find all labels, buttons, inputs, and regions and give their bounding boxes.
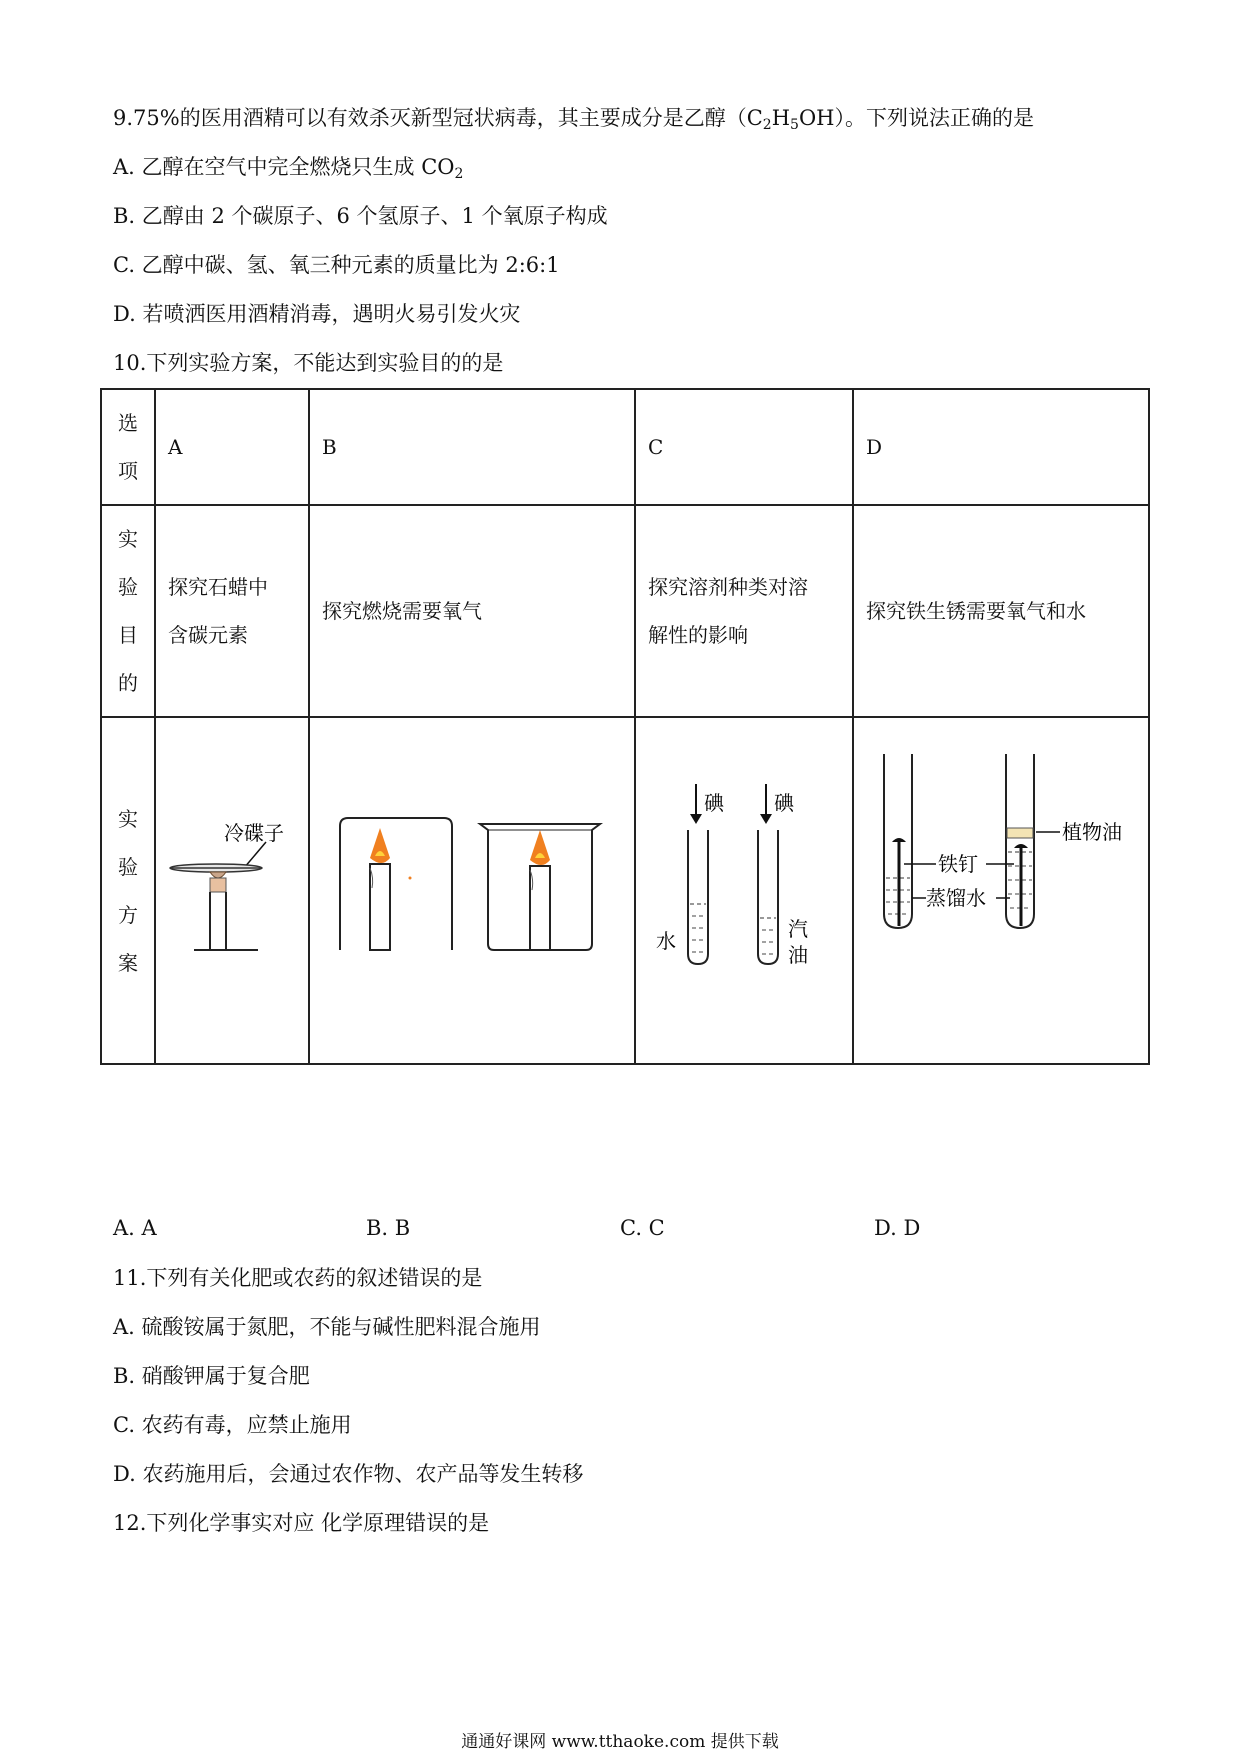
distilled-water-label: 蒸馏水 — [926, 886, 986, 910]
question-9-option-a — [113, 153, 463, 181]
candle-right — [530, 866, 550, 950]
purpose-a-line1: 探究石蜡中 — [168, 575, 268, 599]
label-char: 验 — [118, 854, 138, 879]
q9-stem-sub1: 2 — [762, 117, 772, 133]
nail-label: 铁钉 — [938, 852, 978, 876]
flame-left — [370, 828, 390, 863]
question-12-stem: 12.下列化学事实对应 化学原理错误的是 — [113, 1511, 490, 1535]
question-11-option-c: C. 农药有毒，应禁止施用 — [113, 1413, 352, 1437]
q9-option-a-text: A. 乙醇在空气中完全燃烧只生成 CO — [113, 155, 455, 179]
scheme-d — [853, 717, 1149, 1064]
option-b-header: B — [309, 389, 635, 505]
purpose-a — [155, 505, 309, 717]
gasoline-label-1: 汽 — [788, 917, 808, 941]
figure-cold-dish-candle — [156, 718, 308, 1058]
q9-stem-sub2: 5 — [790, 117, 799, 133]
scheme-c — [635, 717, 853, 1064]
label-char: 选 — [118, 411, 138, 435]
purpose-d — [853, 505, 1149, 717]
answer-c: C. C — [620, 1216, 665, 1240]
figure-two-candles — [310, 718, 634, 1058]
candle-top — [210, 878, 226, 892]
purpose-d-line1: 探究铁生锈需要氧气和水 — [866, 599, 1086, 623]
table-row-options — [101, 389, 1149, 505]
water-label: 水 — [656, 929, 676, 953]
cold-dish-label: 冷碟子 — [224, 821, 284, 845]
label-char: 案 — [118, 950, 138, 975]
row-label-scheme — [101, 717, 155, 1064]
flame-right — [530, 830, 550, 865]
purpose-c-line2: 解性的影响 — [648, 623, 748, 647]
option-d-header: D — [853, 389, 1149, 505]
purpose-a-line2: 含碳元素 — [168, 623, 248, 647]
table-row-scheme — [101, 717, 1149, 1064]
purpose-b-line1: 探究燃烧需要氧气 — [322, 599, 482, 623]
figure-iodine-solvents — [636, 718, 852, 1058]
answer-d: D. D — [874, 1216, 921, 1240]
figure-iron-rusting — [854, 718, 1148, 1058]
question-9-option-b: B. 乙醇由 2 个碳原子、6 个氢原子、1 个氧原子构成 — [113, 204, 608, 228]
question-11-option-a: A. 硫酸铵属于氮肥，不能与碱性肥料混合施用 — [113, 1315, 541, 1339]
question-11-stem: 11.下列有关化肥或农药的叙述错误的是 — [113, 1266, 483, 1290]
page-footer: 通通好课网 www.tthaoke.com 提供下载 — [461, 1732, 779, 1752]
flame-soot — [210, 872, 226, 878]
option-a-header: A — [155, 389, 309, 505]
iodine-label-2: 碘 — [774, 791, 794, 815]
question-11-option-b: B. 硝酸钾属于复合肥 — [113, 1364, 310, 1388]
question-10-answers — [113, 1216, 1113, 1246]
scheme-b — [309, 717, 635, 1064]
purpose-b — [309, 505, 635, 717]
option-c-header: C — [635, 389, 853, 505]
answer-a: A. A — [113, 1216, 157, 1240]
q9-stem-post: OH）。下列说法正确的是 — [798, 106, 1034, 130]
question-9-option-d: D. 若喷洒医用酒精消毒，遇明火易引发火灾 — [113, 302, 521, 326]
iodine-label-1: 碘 — [704, 791, 724, 815]
q9-stem-mid: H — [771, 106, 791, 130]
test-tube-gasoline — [758, 830, 778, 964]
purpose-c — [635, 505, 853, 717]
gasoline-label-2: 油 — [788, 943, 808, 967]
table-row-purpose — [101, 505, 1149, 717]
label-char: 实 — [118, 806, 138, 831]
experiment-table — [100, 388, 1150, 1065]
candle-left — [370, 864, 390, 950]
question-9-option-c: C. 乙醇中碳、氢、氧三种元素的质量比为 2:6:1 — [113, 253, 560, 277]
row-label-options — [101, 389, 155, 505]
question-11-option-d: D. 农药施用后，会通过农作物、农产品等发生转移 — [113, 1462, 584, 1486]
q9-stem-pre: 9.75%的医用酒精可以有效杀灭新型冠状病毒，其主要成分是乙醇（C — [113, 106, 763, 130]
label-char: 方 — [118, 902, 138, 927]
row-label-purpose — [101, 505, 155, 717]
cover-left — [340, 818, 452, 950]
answer-b: B. B — [366, 1216, 411, 1240]
label-char: 目 — [118, 623, 138, 647]
q9-option-a-sub: 2 — [454, 166, 464, 182]
label-char: 验 — [118, 575, 138, 599]
label-char: 实 — [118, 527, 138, 551]
scheme-a — [155, 717, 309, 1064]
question-9-stem — [113, 104, 1034, 132]
label-char: 项 — [118, 459, 138, 483]
label-char: 的 — [118, 671, 138, 695]
purpose-c-line1: 探究溶剂种类对溶 — [648, 575, 808, 599]
oil-layer — [1007, 828, 1033, 838]
oil-label: 植物油 — [1062, 820, 1122, 844]
question-10-stem: 10.下列实验方案，不能达到实验目的的是 — [113, 351, 504, 375]
